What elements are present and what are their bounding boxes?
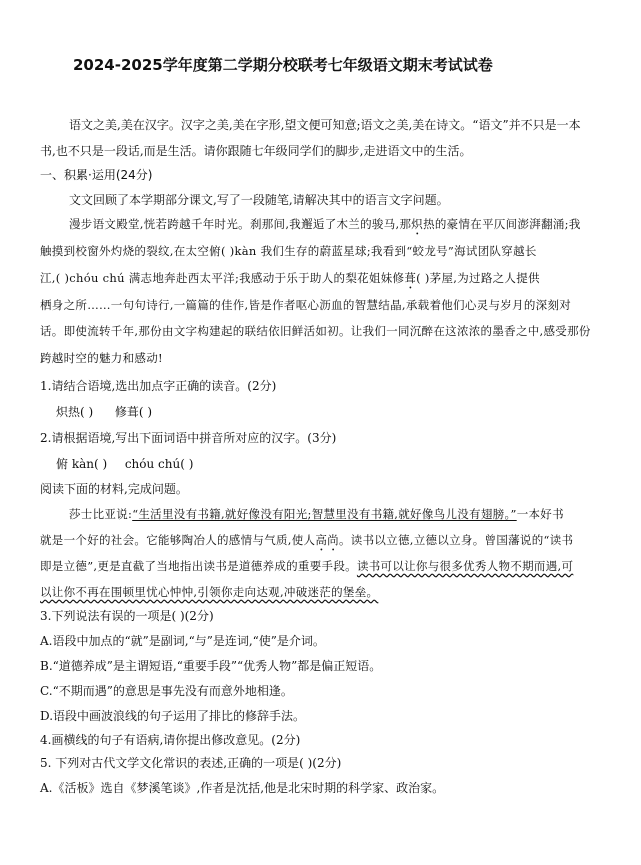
q2-item: chóu chú( ) bbox=[124, 457, 194, 471]
intro-line: 书,也不只是一段话,而是生活。请你跟随七年级同学们的脚步,走进语文中的生活。 bbox=[40, 144, 472, 158]
material-text: 莎士比亚说: bbox=[69, 507, 133, 521]
material-text: 就是一个好的社会。它能够陶冶人的感情与气质,使人 bbox=[40, 533, 316, 547]
question-1: 1.请结合语境,选出加点字正确的读音。(2分) bbox=[40, 379, 277, 393]
essay-line: 栖身之所……一句句诗行,一篇篇的佳作,皆是作者呕心沥血的智慧结晶,承载着他们心灵与岁月的深刻对 bbox=[40, 298, 572, 312]
page-title: 2024-2025学年度第二学期分校联考七年级语文期末考试试卷 bbox=[73, 56, 493, 74]
q3-option-b: B.“道德养成”是主谓短语,“重要手段”“优秀人物”都是偏正短语。 bbox=[40, 659, 382, 673]
question-3: 3.下列说法有误的一项是( )(2分) bbox=[40, 609, 214, 623]
material-text: 。读书以立德,立德以立身。曾国藩说的“读书 bbox=[338, 533, 574, 547]
dotted-char: 葺 bbox=[404, 271, 417, 285]
essay-text: 漫步语文殿堂,恍若跨越千年时光。刹那间,我邂逅了木兰的骏马,那 bbox=[69, 217, 412, 231]
q3-option-c: C.“不期而遇”的意思是事先没有而意外地相逢。 bbox=[40, 684, 293, 698]
material-text: 即是立德”,更是直截了当地指出读书是道德养成的重要手段。 bbox=[40, 559, 357, 573]
intro-line: 语文之美,美在汉字。汉字之美,美在字形,望文便可知意;语文之美,美在诗文。“语文”并不只是一本 bbox=[69, 118, 581, 132]
wavy-underlined-sentence: 以让你不再在围顿里忧心忡忡,引领你走向达观,冲破迷茫的堡垒。 bbox=[40, 585, 379, 599]
essay-text: ( )茅屋,为过路之人提供 bbox=[416, 271, 540, 285]
wavy-underlined-sentence: 读书可以让你与很多优秀人物不期而遇,可 bbox=[356, 559, 574, 573]
question-5: 5. 下列对古代文学文化常识的表述,正确的一项是( )(2分) bbox=[40, 756, 342, 770]
essay-line bbox=[69, 216, 581, 238]
underlined-quote: “生活里没有书籍,就好像没有阳光;智慧里没有书籍,就好像鸟儿没有翅膀。” bbox=[132, 507, 517, 521]
material-text: 一本好书 bbox=[516, 507, 564, 521]
q1-item: 炽热( ) bbox=[56, 405, 94, 419]
question-2: 2.请根据语境,写出下面词语中拼音所对应的汉字。(3分) bbox=[40, 431, 337, 445]
material-line bbox=[69, 506, 564, 522]
q2-items bbox=[56, 456, 193, 472]
essay-text: 满志地奔赴西太平洋;我感动于乐于助人的梨花姐妹修 bbox=[124, 271, 405, 285]
essay-line: 话。即使流转千年,那份由文字构建起的联结依旧鲜活如初。让我们一同沉醉在这浓浓的墨香之中,感受那份 bbox=[40, 324, 591, 338]
q1-item: 修葺( ) bbox=[114, 405, 153, 419]
essay-line: 触摸到校窗外灼烧的裂纹,在太空俯( )kàn 我们生存的蔚蓝星球;我看到“蛟龙号”海试团队穿越长 bbox=[40, 244, 537, 258]
essay-text: 江,( ) bbox=[40, 271, 70, 285]
dotted-word: 高尚 bbox=[315, 533, 339, 547]
material-line bbox=[40, 584, 378, 600]
reading-intro: 阅读下面的材料,完成问题。 bbox=[40, 482, 188, 496]
q5-option-a: A.《活板》选自《梦溪笔谈》,作者是沈括,他是北宋时期的科学家、政治家。 bbox=[40, 781, 445, 795]
q3-option-d: D.语段中画波浪线的句子运用了排比的修辞手法。 bbox=[40, 709, 306, 723]
dotted-char: 炽 bbox=[411, 217, 424, 231]
section-instruction: 文文回顾了本学期部分课文,写了一段随笔,请解决其中的语言文字问题。 bbox=[69, 193, 449, 207]
pinyin-text: chóu chú bbox=[69, 271, 125, 285]
q3-option-a: A.语段中加点的“就”是副词,“与”是连词,“使”是介词。 bbox=[40, 634, 325, 648]
q2-item: 俯 kàn( ) bbox=[56, 457, 108, 471]
material-line bbox=[40, 558, 573, 574]
question-4: 4.画横线的句子有语病,请你提出修改意见。(2分) bbox=[40, 733, 301, 747]
essay-line bbox=[40, 270, 540, 292]
essay-text: 热的豪情在平仄间澎湃翻涌;我 bbox=[423, 217, 581, 231]
material-line bbox=[40, 532, 573, 554]
essay-line: 跨越时空的魅力和感动! bbox=[40, 351, 163, 365]
q1-items bbox=[56, 404, 152, 420]
section-heading: 一、积累·运用(24分) bbox=[40, 168, 153, 182]
